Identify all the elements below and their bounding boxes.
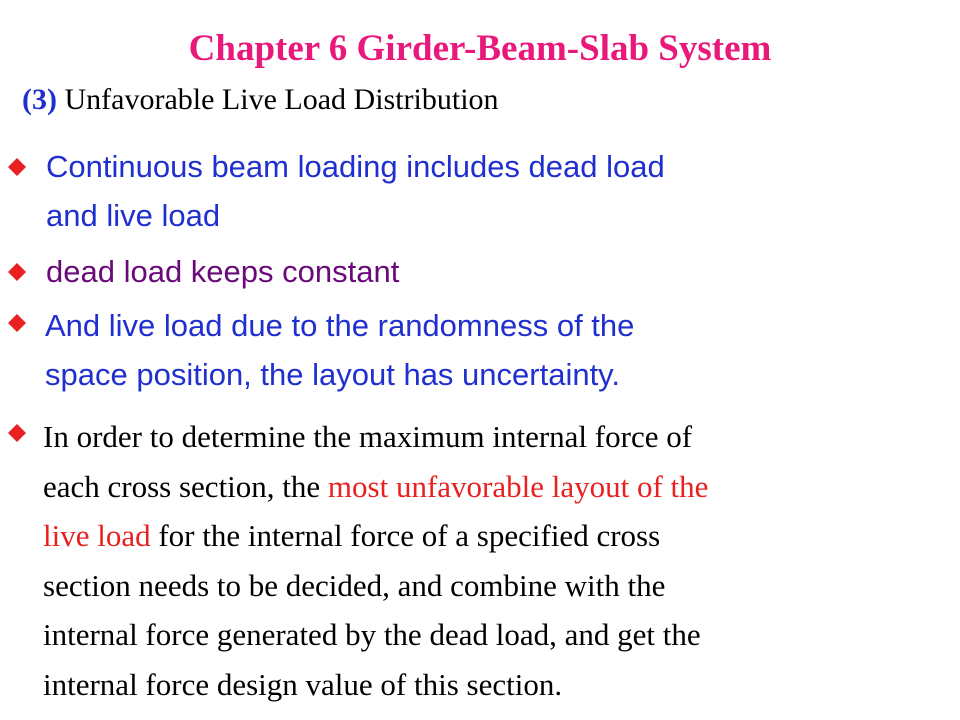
highlighted-text: most unfavorable layout of the: [327, 468, 709, 504]
section-subtitle: [22, 80, 499, 120]
section-number: (3): [22, 83, 57, 116]
bullet-line: section needs to be decided, and combine with the: [43, 567, 666, 603]
plain-text: for the internal force of a specified cross: [150, 518, 661, 553]
bullet-text: [45, 301, 634, 399]
bullet-line: dead load keeps constant: [46, 254, 400, 289]
bullet-line: space position, the layout has uncertainty.: [45, 357, 620, 392]
bullet-line: Continuous beam loading includes dead load: [46, 149, 665, 184]
bullet-line: and live load: [46, 198, 221, 233]
bullet-line: In order to determine the maximum internal force of: [43, 419, 693, 454]
bullet-line: internal force design value of this section.: [43, 666, 563, 702]
bullet-line: And live load due to the randomness of the: [45, 308, 635, 343]
bullet-line: [43, 462, 708, 512]
diamond-bullet-icon: [8, 158, 26, 176]
bullet-text: [43, 412, 708, 709]
bullet-text: [46, 250, 399, 294]
bullet-line: [43, 511, 708, 561]
highlighted-text: live load: [43, 518, 151, 553]
diamond-bullet-icon: [8, 314, 26, 332]
diamond-bullet-icon: [8, 263, 26, 281]
diamond-bullet-icon: [8, 424, 26, 442]
plain-text: each cross section, the: [43, 468, 328, 504]
bullet-line: internal force generated by the dead load, and get the: [43, 617, 701, 652]
slide-title: Chapter 6 Girder-Beam-Slab System: [188, 28, 772, 69]
section-heading-text: Unfavorable Live Load Distribution: [64, 83, 499, 116]
bullet-text: [46, 142, 665, 240]
